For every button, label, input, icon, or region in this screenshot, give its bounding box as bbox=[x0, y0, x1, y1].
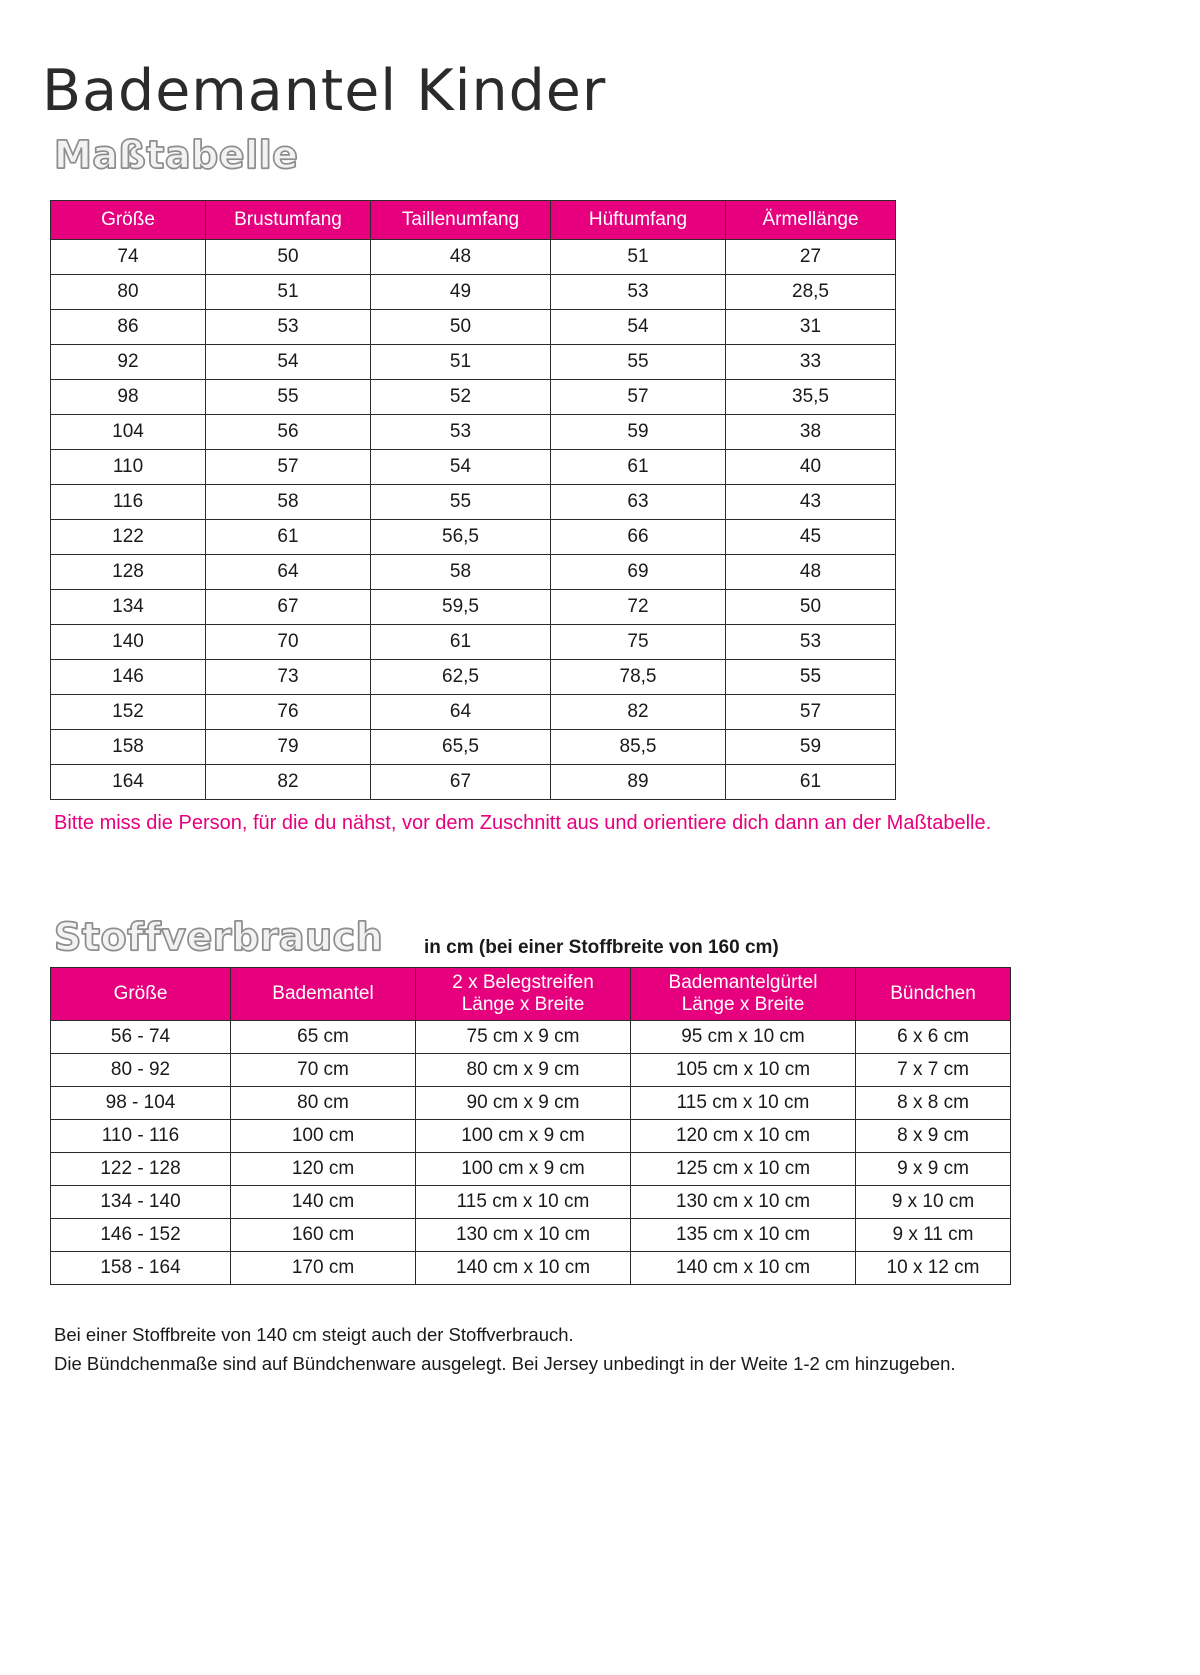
table-row bbox=[51, 415, 896, 450]
table-cell: 10 x 12 cm bbox=[856, 1252, 1011, 1285]
table-cell: 51 bbox=[206, 275, 371, 310]
table-cell: 58 bbox=[371, 555, 551, 590]
table-cell: 51 bbox=[371, 345, 551, 380]
table-cell: 146 - 152 bbox=[51, 1219, 231, 1252]
table-cell: 74 bbox=[51, 240, 206, 275]
table-cell: 80 - 92 bbox=[51, 1054, 231, 1087]
table-cell: 50 bbox=[726, 590, 896, 625]
table-cell: 164 bbox=[51, 765, 206, 800]
table-cell: 61 bbox=[726, 765, 896, 800]
table-cell: 49 bbox=[371, 275, 551, 310]
column-header-taillenumfang: Taillenumfang bbox=[371, 201, 551, 240]
table-cell: 85,5 bbox=[551, 730, 726, 765]
table-cell: 50 bbox=[371, 310, 551, 345]
table-cell: 73 bbox=[206, 660, 371, 695]
table-cell: 40 bbox=[726, 450, 896, 485]
column-header-groesse: Größe bbox=[51, 201, 206, 240]
table-cell: 92 bbox=[51, 345, 206, 380]
table-cell: 75 cm x 9 cm bbox=[416, 1021, 631, 1054]
table-cell: 48 bbox=[726, 555, 896, 590]
column-header-line1: 2 x Belegstreifen bbox=[452, 972, 594, 994]
table-cell: 115 cm x 10 cm bbox=[631, 1087, 856, 1120]
column-header-line1: Bündchen bbox=[890, 983, 976, 1005]
table-cell: 100 cm bbox=[231, 1120, 416, 1153]
table-row bbox=[51, 1054, 1011, 1087]
table-row bbox=[51, 240, 896, 275]
table-cell: 31 bbox=[726, 310, 896, 345]
table-row bbox=[51, 1153, 1011, 1186]
table-cell: 50 bbox=[206, 240, 371, 275]
table-cell: 95 cm x 10 cm bbox=[631, 1021, 856, 1054]
table-cell: 61 bbox=[371, 625, 551, 660]
table-cell: 125 cm x 10 cm bbox=[631, 1153, 856, 1186]
table-cell: 110 - 116 bbox=[51, 1120, 231, 1153]
table-cell: 158 bbox=[51, 730, 206, 765]
table-cell: 105 cm x 10 cm bbox=[631, 1054, 856, 1087]
table-cell: 54 bbox=[371, 450, 551, 485]
table-cell: 78,5 bbox=[551, 660, 726, 695]
table-cell: 38 bbox=[726, 415, 896, 450]
table-cell: 100 cm x 9 cm bbox=[416, 1153, 631, 1186]
table-row bbox=[51, 450, 896, 485]
table-cell: 110 bbox=[51, 450, 206, 485]
table-cell: 70 bbox=[206, 625, 371, 660]
table-cell: 58 bbox=[206, 485, 371, 520]
table-cell: 170 cm bbox=[231, 1252, 416, 1285]
column-header-guertel bbox=[631, 968, 856, 1021]
table-row bbox=[51, 1219, 1011, 1252]
fabric-note-1: Bei einer Stoffbreite von 140 cm steigt auch der Stoffverbrauch. bbox=[54, 1324, 574, 1345]
table-cell: 67 bbox=[371, 765, 551, 800]
table-cell: 55 bbox=[551, 345, 726, 380]
table-cell: 54 bbox=[206, 345, 371, 380]
table-cell: 59,5 bbox=[371, 590, 551, 625]
column-header-buendchen bbox=[856, 968, 1011, 1021]
table-cell: 80 bbox=[51, 275, 206, 310]
table-cell: 75 bbox=[551, 625, 726, 660]
table-cell: 140 bbox=[51, 625, 206, 660]
column-header-line2: Länge x Breite bbox=[461, 994, 585, 1015]
table-cell: 89 bbox=[551, 765, 726, 800]
table-row bbox=[51, 730, 896, 765]
table-cell: 28,5 bbox=[726, 275, 896, 310]
table-cell: 56,5 bbox=[371, 520, 551, 555]
column-header-line1: Größe bbox=[113, 983, 168, 1005]
table-row bbox=[51, 1021, 1011, 1054]
table-cell: 43 bbox=[726, 485, 896, 520]
table-cell: 158 - 164 bbox=[51, 1252, 231, 1285]
column-header-line1: Bademantel bbox=[272, 983, 374, 1005]
fabric-usage-table bbox=[50, 967, 1011, 1285]
table-cell: 64 bbox=[371, 695, 551, 730]
table-cell: 57 bbox=[206, 450, 371, 485]
column-header-belegstreifen bbox=[416, 968, 631, 1021]
table-cell: 90 cm x 9 cm bbox=[416, 1087, 631, 1120]
table-cell: 56 bbox=[206, 415, 371, 450]
table-row bbox=[51, 695, 896, 730]
table-cell: 52 bbox=[371, 380, 551, 415]
table-row bbox=[51, 1252, 1011, 1285]
table-cell: 86 bbox=[51, 310, 206, 345]
column-header-brustumfang: Brustumfang bbox=[206, 201, 371, 240]
table-cell: 67 bbox=[206, 590, 371, 625]
table-cell: 62,5 bbox=[371, 660, 551, 695]
table-cell: 48 bbox=[371, 240, 551, 275]
table-cell: 54 bbox=[551, 310, 726, 345]
table-cell: 61 bbox=[551, 450, 726, 485]
table-cell: 27 bbox=[726, 240, 896, 275]
table-cell: 59 bbox=[726, 730, 896, 765]
table-cell: 130 cm x 10 cm bbox=[416, 1219, 631, 1252]
table-cell: 33 bbox=[726, 345, 896, 380]
table-cell: 56 - 74 bbox=[51, 1021, 231, 1054]
table-cell: 115 cm x 10 cm bbox=[416, 1186, 631, 1219]
table-cell: 9 x 9 cm bbox=[856, 1153, 1011, 1186]
table-cell: 64 bbox=[206, 555, 371, 590]
column-header-bademantel bbox=[231, 968, 416, 1021]
table-cell: 76 bbox=[206, 695, 371, 730]
table-header-row bbox=[51, 968, 1011, 1021]
table-cell: 80 cm bbox=[231, 1087, 416, 1120]
table-cell: 135 cm x 10 cm bbox=[631, 1219, 856, 1252]
table-cell: 152 bbox=[51, 695, 206, 730]
table-cell: 66 bbox=[551, 520, 726, 555]
fabric-note-2: Die Bündchenmaße sind auf Bündchenware ausgelegt. Bei Jersey unbedingt in der Weite 1-2 cm hinzugeben. bbox=[54, 1352, 956, 1374]
table-cell: 8 x 8 cm bbox=[856, 1087, 1011, 1120]
table-cell: 116 bbox=[51, 485, 206, 520]
table-cell: 70 cm bbox=[231, 1054, 416, 1087]
table-cell: 35,5 bbox=[726, 380, 896, 415]
table-cell: 63 bbox=[551, 485, 726, 520]
table-row bbox=[51, 590, 896, 625]
table-cell: 79 bbox=[206, 730, 371, 765]
table-cell: 82 bbox=[206, 765, 371, 800]
table-cell: 51 bbox=[551, 240, 726, 275]
table-cell: 100 cm x 9 cm bbox=[416, 1120, 631, 1153]
section-heading-masstabelle: Maßtabelle bbox=[54, 133, 299, 177]
table-cell: 57 bbox=[551, 380, 726, 415]
table-row bbox=[51, 625, 896, 660]
table-row bbox=[51, 275, 896, 310]
table-cell: 6 x 6 cm bbox=[856, 1021, 1011, 1054]
table-cell: 80 cm x 9 cm bbox=[416, 1054, 631, 1087]
table-cell: 53 bbox=[371, 415, 551, 450]
table-cell: 134 - 140 bbox=[51, 1186, 231, 1219]
table-cell: 130 cm x 10 cm bbox=[631, 1186, 856, 1219]
table-cell: 7 x 7 cm bbox=[856, 1054, 1011, 1087]
table-header-row bbox=[51, 201, 896, 240]
table-cell: 55 bbox=[726, 660, 896, 695]
table-cell: 134 bbox=[51, 590, 206, 625]
table-row bbox=[51, 380, 896, 415]
table-cell: 61 bbox=[206, 520, 371, 555]
table-cell: 128 bbox=[51, 555, 206, 590]
table-cell: 55 bbox=[371, 485, 551, 520]
table-row bbox=[51, 660, 896, 695]
table-row bbox=[51, 485, 896, 520]
table-cell: 57 bbox=[726, 695, 896, 730]
table-cell: 53 bbox=[726, 625, 896, 660]
table-cell: 53 bbox=[551, 275, 726, 310]
table-cell: 8 x 9 cm bbox=[856, 1120, 1011, 1153]
column-header-groesse bbox=[51, 968, 231, 1021]
table-cell: 69 bbox=[551, 555, 726, 590]
column-header-line2: Länge x Breite bbox=[681, 994, 805, 1015]
table-cell: 55 bbox=[206, 380, 371, 415]
table-row bbox=[51, 345, 896, 380]
table-cell: 104 bbox=[51, 415, 206, 450]
table-cell: 65,5 bbox=[371, 730, 551, 765]
column-header-aermellaenge: Ärmellänge bbox=[726, 201, 896, 240]
section-heading-stoffverbrauch: Stoffverbrauch bbox=[54, 915, 384, 959]
table-cell: 98 - 104 bbox=[51, 1087, 231, 1120]
table-cell: 122 bbox=[51, 520, 206, 555]
table-cell: 53 bbox=[206, 310, 371, 345]
table-cell: 98 bbox=[51, 380, 206, 415]
table-cell: 120 cm x 10 cm bbox=[631, 1120, 856, 1153]
table-row bbox=[51, 765, 896, 800]
table-row bbox=[51, 1120, 1011, 1153]
table-cell: 140 cm x 10 cm bbox=[416, 1252, 631, 1285]
table-cell: 9 x 10 cm bbox=[856, 1186, 1011, 1219]
table-cell: 122 - 128 bbox=[51, 1153, 231, 1186]
page-title: Bademantel Kinder bbox=[42, 58, 607, 125]
fabric-notes bbox=[54, 1321, 956, 1378]
table-cell: 146 bbox=[51, 660, 206, 695]
measurement-note: Bitte miss die Person, für die du nähst, vor dem Zuschnitt aus und orientiere dich dann an der Maßtabelle. bbox=[54, 812, 992, 834]
table-cell: 140 cm bbox=[231, 1186, 416, 1219]
measurement-table bbox=[50, 200, 896, 800]
table-row bbox=[51, 1186, 1011, 1219]
section-heading-suffix: in cm (bei einer Stoffbreite von 160 cm) bbox=[424, 937, 779, 958]
table-row bbox=[51, 310, 896, 345]
column-header-hueftumfang: Hüftumfang bbox=[551, 201, 726, 240]
table-cell: 120 cm bbox=[231, 1153, 416, 1186]
table-cell: 160 cm bbox=[231, 1219, 416, 1252]
table-cell: 45 bbox=[726, 520, 896, 555]
table-cell: 72 bbox=[551, 590, 726, 625]
table-row bbox=[51, 555, 896, 590]
table-cell: 65 cm bbox=[231, 1021, 416, 1054]
table-cell: 140 cm x 10 cm bbox=[631, 1252, 856, 1285]
table-row bbox=[51, 1087, 1011, 1120]
table-cell: 59 bbox=[551, 415, 726, 450]
table-cell: 82 bbox=[551, 695, 726, 730]
table-cell: 9 x 11 cm bbox=[856, 1219, 1011, 1252]
column-header-line1: Bademantelgürtel bbox=[668, 972, 818, 994]
table-row bbox=[51, 520, 896, 555]
